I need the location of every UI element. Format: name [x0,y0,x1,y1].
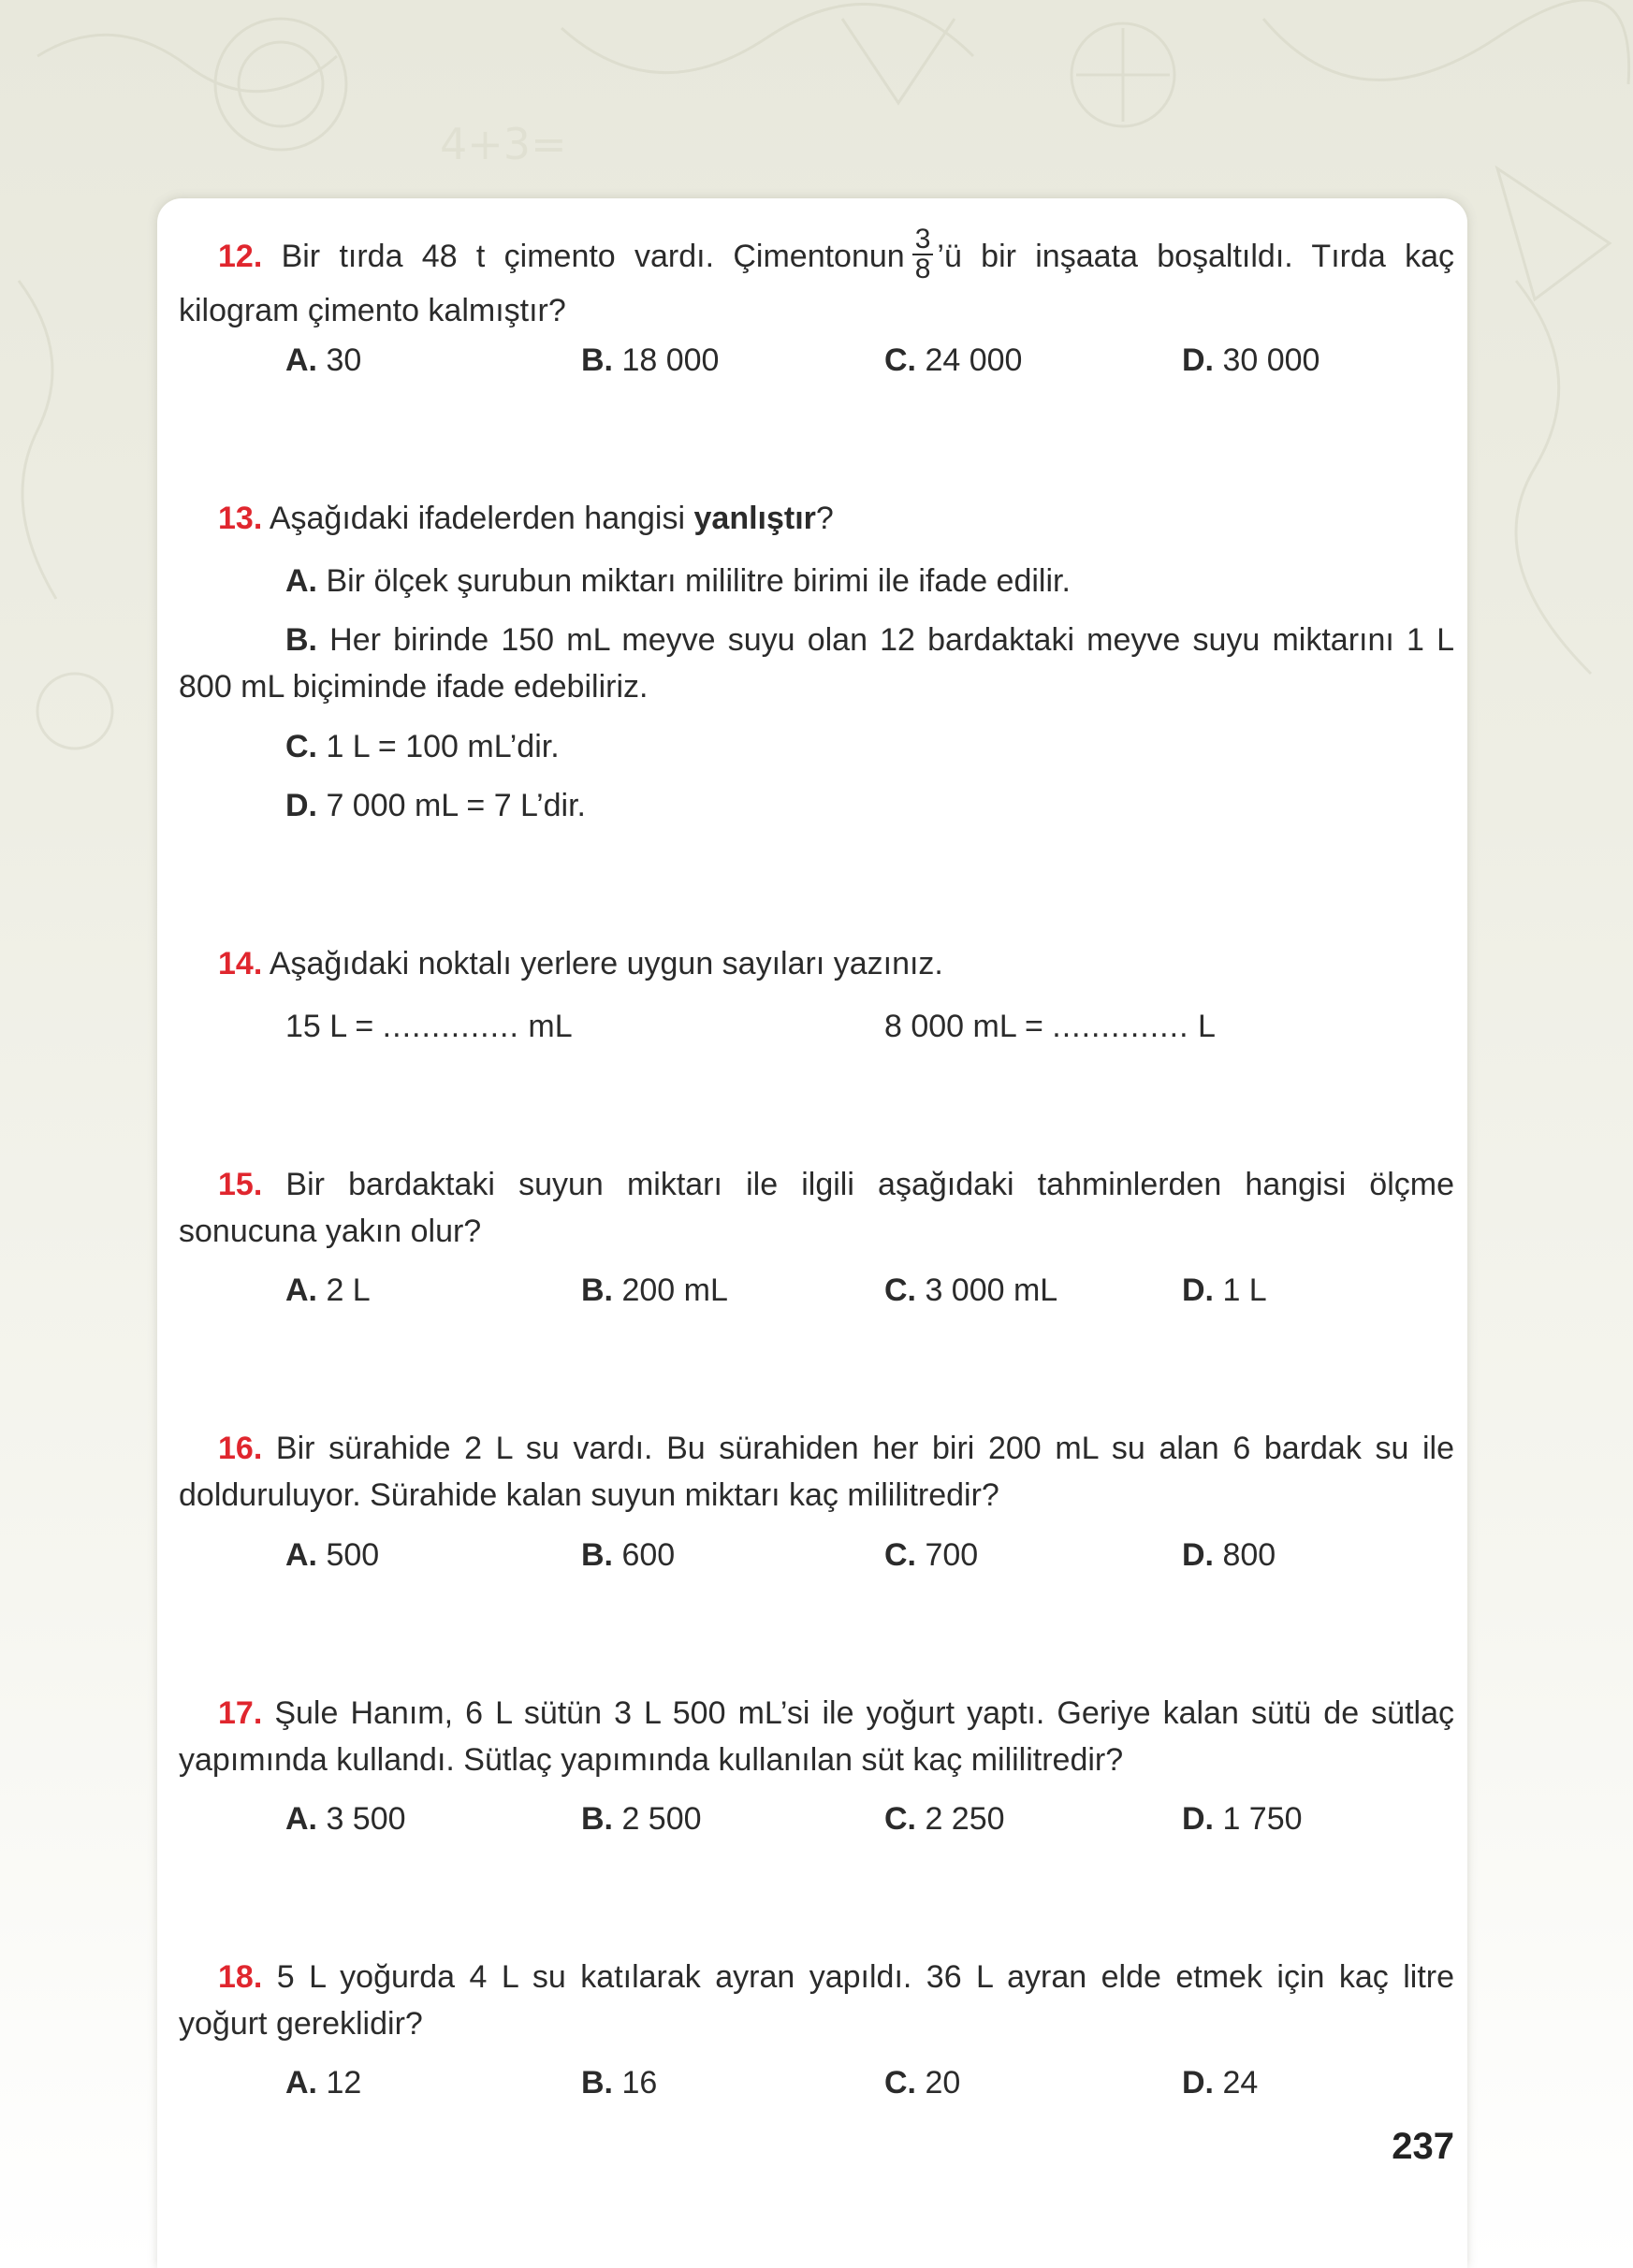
question-13: 13. Aşağıdaki ifadelerden hangisi yanlıştır? [218,501,834,536]
question-17: 17. Şule Hanım, 6 L sütün 3 L 500 mL’si ile yoğurt yaptı. Geriye kalan sütü de sütlaç yapımında kullandı. Sütlaç yapımında kullanılan süt kaç mililitredir? [179,1695,1454,1778]
option-c[interactable]: C. 20 [884,2065,961,2101]
question-number: 15. [218,1167,263,1202]
option-b[interactable]: B. 16 [581,2065,658,2101]
option-d[interactable]: D. 800 [1182,1537,1276,1573]
option-d[interactable]: D. 30 000 [1182,342,1320,378]
option-c[interactable]: C. 700 [884,1537,979,1573]
option-a[interactable]: A. Bir ölçek şurubun miktarı mililitre birimi ile ifade edilir. [285,563,1071,599]
option-b[interactable]: B. Her birinde 150 mL meyve suyu olan 12 bardaktaki meyve suyu miktarını 1 L 800 mL biçiminde ifade edebiliriz. [179,622,1454,705]
option-b[interactable]: B. 600 [581,1537,676,1573]
fill-blank-1[interactable]: 15 L = .............. mL [285,1009,573,1044]
option-d[interactable]: D. 1 750 [1182,1801,1303,1837]
page-number: 237 [1392,2126,1454,2167]
fraction-three-eighths: $\frac{3}{8}$ [912,225,934,284]
question-14: 14. Aşağıdaki noktalı yerlere uygun sayıları yazınız. [218,946,943,981]
option-d[interactable]: D. 7 000 mL = 7 L’dir. [285,788,586,823]
option-a[interactable]: A. 500 [285,1537,380,1573]
option-c[interactable]: C. 3 000 mL [884,1272,1058,1308]
question-text: ’ü bir inşaata boşaltıldı. Tırda kaç kilogram çimento kalmıştır? [179,238,1454,328]
option-c[interactable]: C. 2 250 [884,1801,1005,1837]
question-number: 16. [218,1431,263,1466]
question-text: Bir tırda 48 t çimento vardı. Çimentonun [281,238,905,274]
question-number: 13. [218,501,263,536]
option-a[interactable]: A. 12 [285,2065,362,2101]
question-number: 17. [218,1695,263,1731]
question-16: 16. Bir sürahide 2 L su vardı. Bu sürahiden her biri 200 mL su alan 6 bardak su ile dolduruluyor. Sürahide kalan suyun miktarı kaç mililitredir? [179,1431,1454,1513]
option-a[interactable]: A. 2 L [285,1272,371,1308]
option-a[interactable]: A. 3 500 [285,1801,406,1837]
option-d[interactable]: D. 24 [1182,2065,1259,2101]
option-b[interactable]: B. 18 000 [581,342,720,378]
question-18: 18. 5 L yoğurda 4 L su katılarak ayran yapıldı. 36 L ayran elde etmek için kaç litre yoğurt gereklidir? [179,1959,1454,2042]
question-number: 14. [218,946,263,981]
question-12 [179,224,1454,334]
option-a[interactable]: A. 30 [285,342,362,378]
question-15: 15. Bir bardaktaki suyun miktarı ile ilgili aşağıdaki tahminlerden hangisi ölçme sonucuna yakın olur? [179,1167,1454,1249]
fill-blank-2[interactable]: 8 000 mL = .............. L [884,1009,1216,1044]
option-b[interactable]: B. 200 mL [581,1272,728,1308]
question-number: 18. [218,1959,263,1995]
option-c[interactable]: C. 24 000 [884,342,1023,378]
option-c[interactable]: C. 1 L = 100 mL’dir. [285,729,560,764]
question-number: 12. [218,238,263,274]
svg-text:4+3=: 4+3= [440,119,567,169]
option-b[interactable]: B. 2 500 [581,1801,702,1837]
option-d[interactable]: D. 1 L [1182,1272,1267,1308]
